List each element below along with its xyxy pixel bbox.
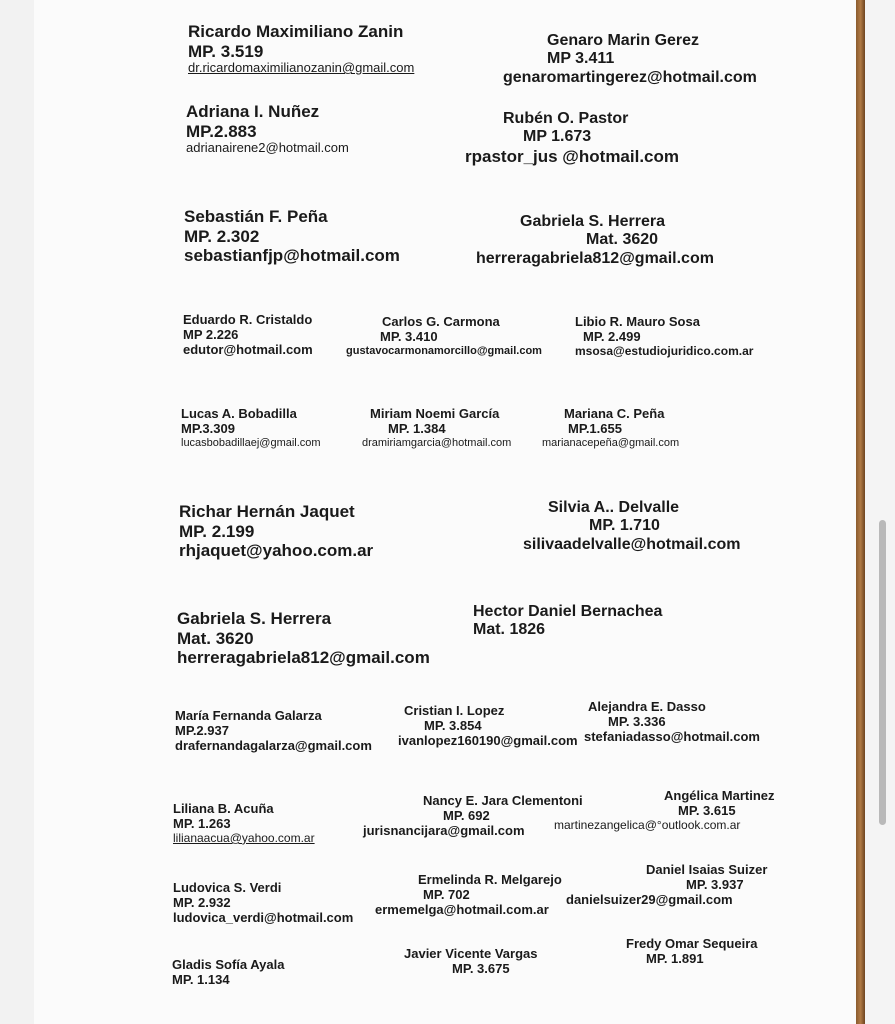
contact-email: gustavocarmonamorcillo@gmail.com bbox=[346, 344, 542, 357]
contact-name: Gabriela S. Herrera bbox=[177, 609, 332, 628]
contact-name: Carlos G. Carmona bbox=[382, 314, 500, 329]
contact-id: Mat. 3620 bbox=[586, 231, 659, 249]
contact-email: lilianaacua@yahoo.com.ar bbox=[173, 830, 315, 845]
contact-id: MP. 1.134 bbox=[172, 971, 230, 987]
contact-id: MP. 2.932 bbox=[173, 894, 231, 910]
contact-id: MP. 3.615 bbox=[678, 802, 736, 818]
contact-name: Gabriela S. Herrera bbox=[520, 213, 665, 230]
contact-email: lucasbobadillaej@gmail.com bbox=[181, 436, 321, 449]
contact-name: María Fernanda Galarza bbox=[175, 708, 322, 723]
contact-name: Rubén O. Pastor bbox=[503, 110, 629, 127]
contact-entry bbox=[566, 863, 767, 908]
contact-name: Daniel Isaias Suizer bbox=[646, 862, 768, 877]
contact-name: Nancy E. Jara Clementoni bbox=[423, 793, 583, 808]
contact-id: MP.3.309 bbox=[181, 420, 235, 436]
contact-email: danielsuizer29@gmail.com bbox=[566, 891, 733, 907]
contact-name: Adriana I. Nuñez bbox=[186, 102, 320, 121]
contact-id: MP.2.937 bbox=[175, 722, 229, 738]
contact-email: martinezangelica@°outlook.com.ar bbox=[554, 817, 741, 832]
contact-email: jurisnancijara@gmail.com bbox=[363, 822, 525, 838]
contact-name: Ricardo Maximiliano Zanin bbox=[188, 22, 404, 41]
contact-entry bbox=[473, 603, 662, 640]
contact-entry bbox=[476, 213, 714, 268]
contact-name: Liliana B. Acuña bbox=[173, 801, 274, 816]
contact-email: rpastor_jus @hotmail.com bbox=[465, 146, 680, 166]
contact-entry bbox=[375, 873, 562, 918]
right-margin bbox=[865, 0, 895, 1024]
contact-id: MP. 3.336 bbox=[608, 713, 666, 729]
contact-entry bbox=[186, 102, 349, 156]
contact-id: MP. 3.519 bbox=[188, 41, 264, 61]
contact-id: MP.2.883 bbox=[186, 121, 257, 141]
contact-id: MP. 1.891 bbox=[646, 950, 704, 966]
contact-email: sebastianfjp@hotmail.com bbox=[184, 246, 400, 266]
contact-name: Silvia A.. Delvalle bbox=[548, 499, 680, 516]
contact-id: MP. 702 bbox=[423, 886, 470, 902]
contact-name: Libio R. Mauro Sosa bbox=[575, 314, 700, 329]
contact-name: Alejandra E. Dasso bbox=[588, 699, 706, 714]
contact-email: marianacepeña@gmail.com bbox=[542, 436, 680, 449]
book-binding-edge bbox=[856, 0, 865, 1024]
contact-id: MP. 3.854 bbox=[424, 717, 482, 733]
contact-name: Fredy Omar Sequeira bbox=[626, 936, 758, 951]
contact-entry bbox=[346, 315, 542, 358]
contact-entry bbox=[362, 407, 511, 450]
contact-name: Cristian I. Lopez bbox=[404, 703, 505, 718]
contact-email: silivaadelvalle@hotmail.com bbox=[523, 535, 741, 553]
contact-entry bbox=[626, 937, 758, 967]
contact-id: MP. 3.937 bbox=[686, 876, 744, 892]
contact-name: Richar Hernán Jaquet bbox=[179, 502, 355, 521]
left-margin bbox=[0, 0, 34, 1024]
contact-entry bbox=[173, 802, 315, 846]
contact-entry bbox=[177, 609, 430, 668]
contact-id: MP. 692 bbox=[443, 807, 490, 823]
vertical-scrollbar[interactable] bbox=[879, 520, 886, 825]
contact-email: stefaniadasso@hotmail.com bbox=[584, 728, 760, 744]
contact-email: drafernandagalarza@gmail.com bbox=[175, 737, 372, 753]
contact-entry bbox=[398, 704, 578, 749]
contact-name: Mariana C. Peña bbox=[564, 406, 665, 421]
contact-entry bbox=[179, 502, 373, 561]
contact-name: Genaro Marin Gerez bbox=[547, 32, 700, 49]
contact-id: Mat. 3620 bbox=[177, 628, 254, 648]
contact-entry bbox=[363, 794, 583, 839]
contact-entry bbox=[542, 407, 679, 450]
contact-id: MP. 2.499 bbox=[583, 328, 641, 344]
contact-email: genaromartingerez@hotmail.com bbox=[503, 68, 757, 86]
contact-id: MP.1.655 bbox=[568, 420, 622, 436]
contact-id: MP. 3.675 bbox=[452, 960, 510, 976]
contact-entry bbox=[181, 407, 321, 450]
contact-name: Javier Vicente Vargas bbox=[404, 946, 538, 961]
contact-id: MP. 1.384 bbox=[388, 420, 446, 436]
contact-entry bbox=[523, 499, 740, 554]
contact-entry bbox=[575, 315, 753, 359]
contact-entry bbox=[465, 110, 679, 166]
contact-entry bbox=[554, 789, 775, 833]
contact-name: Miriam Noemi García bbox=[370, 406, 500, 421]
contact-email: msosa@estudiojuridico.com.ar bbox=[575, 343, 754, 358]
contact-name: Hector Daniel Bernachea bbox=[473, 603, 663, 620]
contact-id: Mat. 1826 bbox=[473, 621, 546, 639]
contact-entry bbox=[172, 958, 284, 988]
contact-entry bbox=[188, 22, 414, 76]
contact-id: MP 2.226 bbox=[183, 326, 239, 342]
contact-email: dr.ricardomaximilianozanin@gmail.com bbox=[188, 60, 415, 76]
contact-id: MP 1.673 bbox=[523, 128, 592, 146]
contact-entry bbox=[175, 709, 372, 754]
contact-entry bbox=[584, 699, 760, 745]
contact-entry bbox=[503, 32, 757, 87]
contact-id: MP. 2.302 bbox=[184, 226, 260, 246]
contact-name: Angélica Martinez bbox=[664, 788, 775, 803]
contact-entry bbox=[184, 207, 400, 266]
contact-email: herreragabriela812@gmail.com bbox=[476, 249, 714, 267]
contact-id: MP 3.411 bbox=[547, 50, 615, 68]
contact-name: Ermelinda R. Melgarejo bbox=[418, 872, 562, 887]
contact-name: Ludovica S. Verdi bbox=[173, 880, 282, 895]
contact-email: ludovica_verdi@hotmail.com bbox=[173, 909, 354, 925]
contact-entry bbox=[173, 881, 353, 926]
contact-name: Gladis Sofía Ayala bbox=[172, 957, 285, 972]
contact-name: Sebastián F. Peña bbox=[184, 207, 328, 226]
contact-entry bbox=[404, 947, 537, 977]
contact-email: ermemelga@hotmail.com.ar bbox=[375, 901, 549, 917]
contact-email: rhjaquet@yahoo.com.ar bbox=[179, 541, 374, 561]
contact-id: MP. 2.199 bbox=[179, 521, 255, 541]
contact-email: ivanlopez160190@gmail.com bbox=[398, 732, 578, 748]
contact-name: Lucas A. Bobadilla bbox=[181, 406, 297, 421]
contact-email: herreragabriela812@gmail.com bbox=[177, 648, 430, 668]
contact-email: dramiriamgarcia@hotmail.com bbox=[362, 436, 512, 449]
contact-email: edutor@hotmail.com bbox=[183, 341, 313, 357]
contact-entry bbox=[183, 313, 313, 358]
contact-name: Eduardo R. Cristaldo bbox=[183, 312, 313, 327]
contact-id: MP. 1.263 bbox=[173, 815, 231, 831]
contact-email: adrianairene2@hotmail.com bbox=[186, 140, 349, 156]
contact-id: MP. 1.710 bbox=[589, 517, 660, 535]
contact-id: MP. 3.410 bbox=[380, 328, 438, 344]
